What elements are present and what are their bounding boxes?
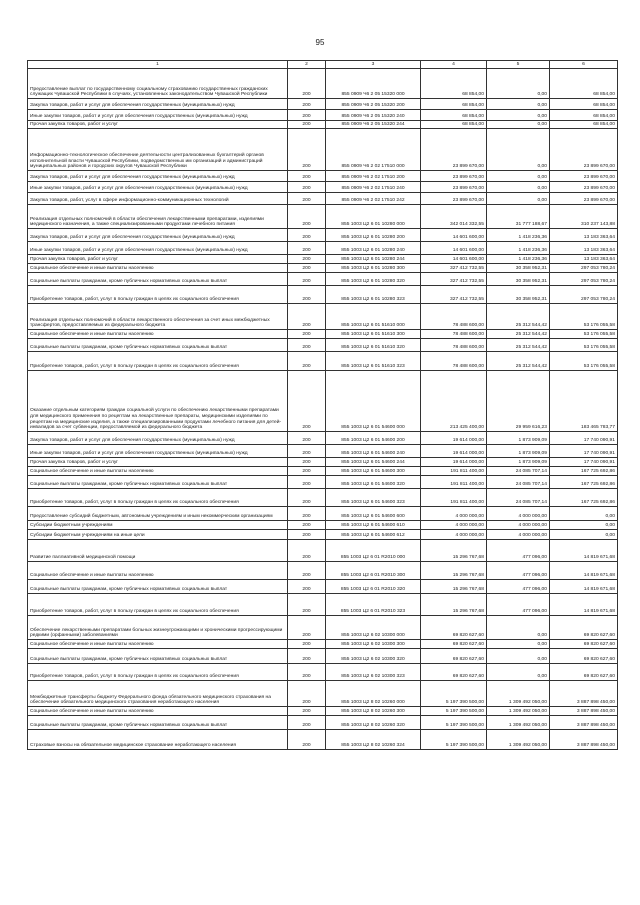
item-name-cell: Предоставление субсидий бюджетным, автономным учреждениям и иным некоммерческим организациям xyxy=(28,507,288,521)
line-code-cell: 200 xyxy=(288,129,326,171)
unexecuted-amount-cell: 69 820 627,60 xyxy=(550,640,618,649)
table-row xyxy=(28,121,618,129)
line-code-cell: 200 xyxy=(288,707,326,716)
table-row xyxy=(28,69,618,99)
approved-amount-cell: 23 899 670,00 xyxy=(421,171,487,182)
executed-amount-cell: 1 873 909,09 xyxy=(487,432,550,445)
unexecuted-amount-cell: 23 899 670,00 xyxy=(550,193,618,205)
executed-amount-cell: 1 309 492 050,00 xyxy=(487,681,550,707)
table-row xyxy=(28,205,618,229)
unexecuted-amount-cell: 13 183 363,64 xyxy=(550,242,618,255)
line-code-cell: 200 xyxy=(288,562,326,580)
line-code-cell: 200 xyxy=(288,273,326,286)
line-code-cell: 200 xyxy=(288,171,326,182)
unexecuted-amount-cell: 69 820 627,60 xyxy=(550,649,618,664)
budget-code-cell: 855 1003 Ц2 6 02 10300 320 xyxy=(326,649,421,664)
item-name-cell: Прочая закупка товаров, работ и услуг xyxy=(28,121,288,129)
executed-amount-cell: 0,00 xyxy=(487,171,550,182)
item-name-cell: Закупка товаров, работ и услуг для обеспечения государственных (муниципальных) нужд xyxy=(28,99,288,110)
item-name-cell: Социальное обеспечение и иные выплаты населению xyxy=(28,707,288,716)
table-row xyxy=(28,304,618,330)
item-name-cell: Иные закупки товаров, работ и услуг для обеспечения государственных (муниципальных) нужд xyxy=(28,110,288,121)
budget-code-cell: 855 1003 Ц2 8 02 10260 320 xyxy=(326,716,421,730)
table-row xyxy=(28,99,618,110)
budget-code-cell: 855 0909 Ч6 2 02 17510 240 xyxy=(326,182,421,193)
executed-amount-cell: 1 873 909,09 xyxy=(487,445,550,458)
approved-amount-cell: 14 601 600,00 xyxy=(421,255,487,264)
table-row xyxy=(28,286,618,304)
item-name-cell: Субсидии бюджетным учреждениям xyxy=(28,521,288,530)
executed-amount-cell: 24 085 707,14 xyxy=(487,489,550,507)
line-code-cell: 200 xyxy=(288,521,326,530)
line-code-cell: 200 xyxy=(288,99,326,110)
item-name-cell: Социальное обеспечение и иные выплаты населению xyxy=(28,640,288,649)
unexecuted-amount-cell: 167 725 692,86 xyxy=(550,489,618,507)
budget-code-cell: 855 1003 Ц2 6 01 54600 612 xyxy=(326,530,421,540)
approved-amount-cell: 342 014 332,55 xyxy=(421,205,487,229)
table-row xyxy=(28,458,618,467)
budget-code-cell: 855 1003 Ц2 6 01 51610 320 xyxy=(326,339,421,352)
item-name-cell: Иные закупки товаров, работ и услуг для обеспечения государственных (муниципальных) нужд xyxy=(28,242,288,255)
unexecuted-amount-cell: 53 176 055,58 xyxy=(550,304,618,330)
table-row xyxy=(28,521,618,530)
item-name-cell: Социальное обеспечение и иные выплаты населению xyxy=(28,467,288,476)
item-name-cell: Иные закупки товаров, работ и услуг для обеспечения государственных (муниципальных) нужд xyxy=(28,182,288,193)
table-row xyxy=(28,649,618,664)
line-code-cell: 200 xyxy=(288,110,326,121)
approved-amount-cell: 23 899 670,00 xyxy=(421,129,487,171)
executed-amount-cell: 477 096,00 xyxy=(487,540,550,562)
budget-code-cell: 855 1003 Ц2 6 01 10280 200 xyxy=(326,229,421,242)
budget-execution-table xyxy=(27,60,618,750)
budget-code-cell: 855 0909 Ч6 2 05 15320 240 xyxy=(326,110,421,121)
line-code-cell: 200 xyxy=(288,467,326,476)
line-code-cell: 200 xyxy=(288,264,326,273)
unexecuted-amount-cell: 23 899 670,00 xyxy=(550,182,618,193)
approved-amount-cell: 4 000 000,00 xyxy=(421,507,487,521)
budget-code-cell: 855 1003 Ц2 6 01 R2010 000 xyxy=(326,540,421,562)
item-name-cell: Межбюджетные трансферты бюджету Федерального фонда обязательного медицинского страхования на обеспечение обязательного медицинского страхования неработающего населения xyxy=(28,681,288,707)
item-name-cell: Иные закупки товаров, работ и услуг для обеспечения государственных (муниципальных) нужд xyxy=(28,445,288,458)
unexecuted-amount-cell: 167 725 692,86 xyxy=(550,476,618,489)
line-code-cell: 200 xyxy=(288,507,326,521)
executed-amount-cell: 0,00 xyxy=(487,99,550,110)
table-row xyxy=(28,594,618,616)
executed-amount-cell: 477 096,00 xyxy=(487,580,550,594)
item-name-cell: Социальное обеспечение и иные выплаты населению xyxy=(28,330,288,339)
executed-amount-cell: 477 096,00 xyxy=(487,562,550,580)
approved-amount-cell: 78 488 600,00 xyxy=(421,330,487,339)
header-cell-6: 6 xyxy=(550,61,618,69)
unexecuted-amount-cell: 13 183 363,64 xyxy=(550,229,618,242)
line-code-cell: 200 xyxy=(288,286,326,304)
item-name-cell: Приобретение товаров, работ, услуг в пользу граждан в целях их социального обеспечения xyxy=(28,594,288,616)
approved-amount-cell: 327 412 732,55 xyxy=(421,273,487,286)
header-cell-3: 3 xyxy=(326,61,421,69)
item-name-cell: Социальные выплаты гражданам, кроме публичных нормативных социальных выплат xyxy=(28,580,288,594)
approved-amount-cell: 191 811 400,00 xyxy=(421,489,487,507)
table-row xyxy=(28,640,618,649)
budget-code-cell: 855 1003 Ц2 6 01 54600 610 xyxy=(326,521,421,530)
line-code-cell: 200 xyxy=(288,121,326,129)
item-name-cell: Приобретение товаров, работ, услуг в пользу граждан в целях их социального обеспечения xyxy=(28,664,288,681)
unexecuted-amount-cell: 69 820 627,60 xyxy=(550,616,618,640)
item-name-cell: Социальное обеспечение и иные выплаты населению xyxy=(28,264,288,273)
executed-amount-cell: 1 309 492 050,00 xyxy=(487,716,550,730)
budget-code-cell: 855 1003 Ц2 6 01 10280 000 xyxy=(326,205,421,229)
unexecuted-amount-cell: 68 854,00 xyxy=(550,110,618,121)
line-code-cell: 200 xyxy=(288,664,326,681)
item-name-cell: Реализация отдельных полномочий в области обеспечения лекарственными препаратами, изделиями медицинского назначения, а также специализированными продуктами лечебного питания xyxy=(28,205,288,229)
unexecuted-amount-cell: 14 819 671,68 xyxy=(550,580,618,594)
line-code-cell: 200 xyxy=(288,616,326,640)
line-code-cell: 200 xyxy=(288,540,326,562)
item-name-cell: Развитие паллиативной медицинской помощи xyxy=(28,540,288,562)
line-code-cell: 200 xyxy=(288,458,326,467)
executed-amount-cell: 25 312 544,42 xyxy=(487,352,550,371)
line-code-cell: 200 xyxy=(288,580,326,594)
item-name-cell: Субсидии бюджетным учреждениям на иные цели xyxy=(28,530,288,540)
executed-amount-cell: 0,00 xyxy=(487,110,550,121)
approved-amount-cell: 69 820 627,60 xyxy=(421,616,487,640)
item-name-cell: Приобретение товаров, работ, услуг в пользу граждан в целях их социального обеспечения xyxy=(28,489,288,507)
approved-amount-cell: 191 811 400,00 xyxy=(421,467,487,476)
table-row xyxy=(28,171,618,182)
budget-code-cell: 855 1003 Ц2 6 01 R2010 323 xyxy=(326,594,421,616)
approved-amount-cell: 69 820 627,60 xyxy=(421,649,487,664)
line-code-cell: 200 xyxy=(288,339,326,352)
executed-amount-cell: 0,00 xyxy=(487,121,550,129)
unexecuted-amount-cell: 167 725 692,86 xyxy=(550,467,618,476)
executed-amount-cell: 25 312 544,42 xyxy=(487,330,550,339)
budget-code-cell: 855 1003 Ц2 6 01 10280 320 xyxy=(326,273,421,286)
table-row xyxy=(28,432,618,445)
executed-amount-cell: 1 309 492 050,00 xyxy=(487,730,550,750)
line-code-cell: 200 xyxy=(288,352,326,371)
table-row xyxy=(28,445,618,458)
approved-amount-cell: 15 296 767,68 xyxy=(421,562,487,580)
executed-amount-cell: 0,00 xyxy=(487,664,550,681)
budget-code-cell: 855 1003 Ц2 6 01 10280 323 xyxy=(326,286,421,304)
line-code-cell: 200 xyxy=(288,193,326,205)
approved-amount-cell: 15 296 767,68 xyxy=(421,580,487,594)
unexecuted-amount-cell: 0,00 xyxy=(550,507,618,521)
budget-code-cell: 855 1003 Ц2 6 01 54600 000 xyxy=(326,371,421,432)
unexecuted-amount-cell: 68 854,00 xyxy=(550,121,618,129)
executed-amount-cell: 29 959 616,23 xyxy=(487,371,550,432)
item-name-cell: Социальные выплаты гражданам, кроме публичных нормативных социальных выплат xyxy=(28,716,288,730)
approved-amount-cell: 78 488 600,00 xyxy=(421,352,487,371)
line-code-cell: 200 xyxy=(288,304,326,330)
item-name-cell: Закупка товаров, работ, услуг в сфере информационно-коммуникационных технологий xyxy=(28,193,288,205)
approved-amount-cell: 15 296 767,68 xyxy=(421,594,487,616)
page-number: 95 xyxy=(315,38,325,47)
executed-amount-cell: 0,00 xyxy=(487,616,550,640)
budget-code-cell: 855 1003 Ц2 6 01 54600 200 xyxy=(326,432,421,445)
executed-amount-cell: 31 777 188,67 xyxy=(487,205,550,229)
item-name-cell: Закупка товаров, работ и услуг для обеспечения государственных (муниципальных) нужд xyxy=(28,432,288,445)
executed-amount-cell: 24 085 707,14 xyxy=(487,476,550,489)
line-code-cell: 200 xyxy=(288,530,326,540)
approved-amount-cell: 191 811 400,00 xyxy=(421,476,487,489)
unexecuted-amount-cell: 3 887 898 450,00 xyxy=(550,730,618,750)
unexecuted-amount-cell: 0,00 xyxy=(550,521,618,530)
table-row xyxy=(28,273,618,286)
budget-code-cell: 855 1003 Ц2 8 02 10260 000 xyxy=(326,681,421,707)
executed-amount-cell: 4 000 000,00 xyxy=(487,507,550,521)
line-code-cell: 200 xyxy=(288,69,326,99)
approved-amount-cell: 78 488 600,00 xyxy=(421,339,487,352)
line-code-cell: 200 xyxy=(288,716,326,730)
approved-amount-cell: 78 488 600,00 xyxy=(421,304,487,330)
approved-amount-cell: 5 197 390 500,00 xyxy=(421,681,487,707)
budget-code-cell: 855 1003 Ц2 6 01 54600 240 xyxy=(326,445,421,458)
executed-amount-cell: 25 312 544,42 xyxy=(487,339,550,352)
approved-amount-cell: 69 820 627,60 xyxy=(421,640,487,649)
table-row xyxy=(28,371,618,432)
approved-amount-cell: 213 425 400,00 xyxy=(421,371,487,432)
approved-amount-cell: 5 197 390 500,00 xyxy=(421,730,487,750)
unexecuted-amount-cell: 23 899 670,00 xyxy=(550,171,618,182)
unexecuted-amount-cell: 13 183 363,64 xyxy=(550,255,618,264)
header-row xyxy=(28,61,618,69)
approved-amount-cell: 5 197 390 500,00 xyxy=(421,707,487,716)
unexecuted-amount-cell: 69 820 627,60 xyxy=(550,664,618,681)
approved-amount-cell: 4 000 000,00 xyxy=(421,530,487,540)
item-name-cell: Социальные выплаты гражданам, кроме публичных нормативных социальных выплат xyxy=(28,476,288,489)
approved-amount-cell: 68 854,00 xyxy=(421,121,487,129)
budget-code-cell: 855 1003 Ц2 6 01 54600 244 xyxy=(326,458,421,467)
budget-code-cell: 855 1003 Ц2 8 02 10260 324 xyxy=(326,730,421,750)
approved-amount-cell: 23 899 670,00 xyxy=(421,193,487,205)
unexecuted-amount-cell: 297 053 780,24 xyxy=(550,286,618,304)
budget-code-cell: 855 1003 Ц2 6 02 10300 000 xyxy=(326,616,421,640)
table-row xyxy=(28,182,618,193)
unexecuted-amount-cell: 53 176 055,58 xyxy=(550,352,618,371)
budget-code-cell: 855 0909 Ч6 2 02 17510 200 xyxy=(326,171,421,182)
unexecuted-amount-cell: 3 887 898 450,00 xyxy=(550,681,618,707)
line-code-cell: 200 xyxy=(288,330,326,339)
line-code-cell: 200 xyxy=(288,476,326,489)
line-code-cell: 200 xyxy=(288,229,326,242)
executed-amount-cell: 0,00 xyxy=(487,69,550,99)
approved-amount-cell: 19 614 000,00 xyxy=(421,458,487,467)
table-row xyxy=(28,110,618,121)
header-cell-1: 1 xyxy=(28,61,288,69)
budget-code-cell: 855 0909 Ч6 2 05 15320 244 xyxy=(326,121,421,129)
budget-code-cell: 855 0909 Ч6 2 02 17510 000 xyxy=(326,129,421,171)
executed-amount-cell: 4 000 000,00 xyxy=(487,521,550,530)
item-name-cell: Социальные выплаты гражданам, кроме публичных нормативных социальных выплат xyxy=(28,649,288,664)
item-name-cell: Социальные выплаты гражданам, кроме публичных нормативных социальных выплат xyxy=(28,339,288,352)
line-code-cell: 200 xyxy=(288,255,326,264)
executed-amount-cell: 30 358 952,31 xyxy=(487,286,550,304)
item-name-cell: Закупка товаров, работ и услуг для обеспечения государственных (муниципальных) нужд xyxy=(28,171,288,182)
budget-code-cell: 855 1003 Ц2 8 02 10260 300 xyxy=(326,707,421,716)
line-code-cell: 200 xyxy=(288,649,326,664)
line-code-cell: 200 xyxy=(288,445,326,458)
unexecuted-amount-cell: 3 887 898 450,00 xyxy=(550,716,618,730)
budget-code-cell: 855 0909 Ч6 2 02 17510 242 xyxy=(326,193,421,205)
table-row xyxy=(28,467,618,476)
approved-amount-cell: 68 854,00 xyxy=(421,110,487,121)
line-code-cell: 200 xyxy=(288,242,326,255)
item-name-cell: Социальное обеспечение и иные выплаты населению xyxy=(28,562,288,580)
unexecuted-amount-cell: 68 854,00 xyxy=(550,69,618,99)
executed-amount-cell: 4 000 000,00 xyxy=(487,530,550,540)
table-row xyxy=(28,580,618,594)
table-row xyxy=(28,193,618,205)
table-row xyxy=(28,330,618,339)
executed-amount-cell: 1 418 236,36 xyxy=(487,242,550,255)
item-name-cell: Обеспечение лекарственными препаратами больных жизнеугрожающими и хроническими прогрессирующими редкими (орфанными) заболеваниями xyxy=(28,616,288,640)
budget-code-cell: 855 1003 Ц2 6 01 51610 000 xyxy=(326,304,421,330)
executed-amount-cell: 30 358 952,31 xyxy=(487,273,550,286)
unexecuted-amount-cell: 183 465 783,77 xyxy=(550,371,618,432)
unexecuted-amount-cell: 0,00 xyxy=(550,530,618,540)
table-row xyxy=(28,530,618,540)
table-row xyxy=(28,242,618,255)
unexecuted-amount-cell: 310 237 143,88 xyxy=(550,205,618,229)
line-code-cell: 200 xyxy=(288,640,326,649)
approved-amount-cell: 69 820 627,60 xyxy=(421,664,487,681)
table-row xyxy=(28,716,618,730)
table-row xyxy=(28,489,618,507)
approved-amount-cell: 5 197 390 500,00 xyxy=(421,716,487,730)
unexecuted-amount-cell: 17 740 090,91 xyxy=(550,432,618,445)
budget-code-cell: 855 1003 Ц2 6 01 R2010 300 xyxy=(326,562,421,580)
item-name-cell: Оказание отдельным категориям граждан социальной услуги по обеспечению лекарственными препаратами для медицинского применения по рецептам на лекарственные препараты, медицинскими изделиями по рецептам на медицинские изделия, а также специализированными продуктами лечебного питания для детей-инвалидов за счет субвенции, предоставляемой из федерального бюджета xyxy=(28,371,288,432)
table-row xyxy=(28,616,618,640)
budget-code-cell: 855 1003 Ц2 6 01 54600 320 xyxy=(326,476,421,489)
item-name-cell: Реализация отдельных полномочий в области лекарственного обеспечения за счет иных межбюджетных трансфертов, предоставляемых из федерального бюджета xyxy=(28,304,288,330)
line-code-cell: 200 xyxy=(288,371,326,432)
budget-code-cell: 855 1003 Ц2 6 01 54600 600 xyxy=(326,507,421,521)
table-row xyxy=(28,707,618,716)
budget-code-cell: 855 1003 Ц2 6 01 10280 244 xyxy=(326,255,421,264)
executed-amount-cell: 0,00 xyxy=(487,640,550,649)
approved-amount-cell: 19 614 000,00 xyxy=(421,432,487,445)
line-code-cell: 200 xyxy=(288,730,326,750)
header-cell-4: 4 xyxy=(421,61,487,69)
line-code-cell: 200 xyxy=(288,594,326,616)
table-row xyxy=(28,352,618,371)
executed-amount-cell: 1 873 909,09 xyxy=(487,458,550,467)
approved-amount-cell: 14 601 600,00 xyxy=(421,229,487,242)
line-code-cell: 200 xyxy=(288,681,326,707)
unexecuted-amount-cell: 3 887 898 450,00 xyxy=(550,707,618,716)
executed-amount-cell: 30 358 952,31 xyxy=(487,264,550,273)
executed-amount-cell: 0,00 xyxy=(487,129,550,171)
approved-amount-cell: 327 412 732,55 xyxy=(421,286,487,304)
executed-amount-cell: 0,00 xyxy=(487,649,550,664)
budget-code-cell: 855 1003 Ц2 6 02 10300 300 xyxy=(326,640,421,649)
header-cell-2: 2 xyxy=(288,61,326,69)
executed-amount-cell: 25 312 544,42 xyxy=(487,304,550,330)
item-name-cell: Приобретение товаров, работ, услуг в пользу граждан в целях их социального обеспечения xyxy=(28,286,288,304)
line-code-cell: 200 xyxy=(288,205,326,229)
header-cell-5: 5 xyxy=(487,61,550,69)
unexecuted-amount-cell: 53 176 055,58 xyxy=(550,330,618,339)
executed-amount-cell: 0,00 xyxy=(487,182,550,193)
budget-code-cell: 855 1003 Ц2 6 01 R2010 320 xyxy=(326,580,421,594)
executed-amount-cell: 0,00 xyxy=(487,193,550,205)
budget-code-cell: 855 1003 Ц2 6 01 54600 323 xyxy=(326,489,421,507)
table-header xyxy=(28,61,618,69)
approved-amount-cell: 4 000 000,00 xyxy=(421,521,487,530)
budget-code-cell: 855 1003 Ц2 6 01 54600 300 xyxy=(326,467,421,476)
unexecuted-amount-cell: 14 819 671,68 xyxy=(550,540,618,562)
table-row xyxy=(28,540,618,562)
table-row xyxy=(28,339,618,352)
table-row xyxy=(28,255,618,264)
unexecuted-amount-cell: 17 740 090,91 xyxy=(550,445,618,458)
approved-amount-cell: 23 899 670,00 xyxy=(421,182,487,193)
table-row xyxy=(28,507,618,521)
budget-code-cell: 855 0909 Ч6 2 05 15320 200 xyxy=(326,99,421,110)
executed-amount-cell: 477 096,00 xyxy=(487,594,550,616)
executed-amount-cell: 1 418 236,36 xyxy=(487,229,550,242)
unexecuted-amount-cell: 14 819 671,68 xyxy=(550,594,618,616)
approved-amount-cell: 327 412 732,55 xyxy=(421,264,487,273)
executed-amount-cell: 1 309 492 050,00 xyxy=(487,707,550,716)
approved-amount-cell: 14 601 600,00 xyxy=(421,242,487,255)
budget-code-cell: 855 1003 Ц2 6 01 10280 240 xyxy=(326,242,421,255)
approved-amount-cell: 68 854,00 xyxy=(421,99,487,110)
line-code-cell: 200 xyxy=(288,489,326,507)
executed-amount-cell: 24 085 707,14 xyxy=(487,467,550,476)
unexecuted-amount-cell: 53 176 055,58 xyxy=(550,339,618,352)
item-name-cell: Информационно-технологическое обеспечение деятельности централизованных бухгалтерий органов исполнительной власти Чувашской Республики, подведомственных им организаций и администраций муниципальных районов и городских округов Чувашской Республики xyxy=(28,129,288,171)
line-code-cell: 200 xyxy=(288,182,326,193)
approved-amount-cell: 15 296 767,68 xyxy=(421,540,487,562)
table-row xyxy=(28,476,618,489)
unexecuted-amount-cell: 68 854,00 xyxy=(550,99,618,110)
item-name-cell: Приобретение товаров, работ, услуг в пользу граждан в целях их социального обеспечения xyxy=(28,352,288,371)
item-name-cell: Социальные выплаты гражданам, кроме публичных нормативных социальных выплат xyxy=(28,273,288,286)
executed-amount-cell: 1 418 236,36 xyxy=(487,255,550,264)
budget-code-cell: 855 1003 Ц2 6 01 51610 323 xyxy=(326,352,421,371)
item-name-cell: Закупка товаров, работ и услуг для обеспечения государственных (муниципальных) нужд xyxy=(28,229,288,242)
approved-amount-cell: 19 614 000,00 xyxy=(421,445,487,458)
table-row xyxy=(28,681,618,707)
unexecuted-amount-cell: 23 899 670,00 xyxy=(550,129,618,171)
item-name-cell: Страховые взносы на обязательное медицинское страхование неработающего населения xyxy=(28,730,288,750)
table-row xyxy=(28,264,618,273)
unexecuted-amount-cell: 297 053 780,24 xyxy=(550,264,618,273)
table-row xyxy=(28,129,618,171)
table-body xyxy=(28,69,618,750)
unexecuted-amount-cell: 297 053 780,24 xyxy=(550,273,618,286)
unexecuted-amount-cell: 17 740 090,91 xyxy=(550,458,618,467)
item-name-cell: Предоставление выплат по государственному социальному страхованию государственных гражданских служащих Чувашской Республики в случаях, установленных законодательством Чувашской Республики xyxy=(28,69,288,99)
table-row xyxy=(28,562,618,580)
budget-code-cell: 855 1003 Ц2 6 01 10280 300 xyxy=(326,264,421,273)
unexecuted-amount-cell: 14 819 671,68 xyxy=(550,562,618,580)
table-row xyxy=(28,730,618,750)
item-name-cell: Прочая закупка товаров, работ и услуг xyxy=(28,458,288,467)
budget-code-cell: 855 1003 Ц2 6 01 51610 300 xyxy=(326,330,421,339)
budget-code-cell: 855 1003 Ц2 6 02 10300 323 xyxy=(326,664,421,681)
budget-code-cell: 855 0909 Ч6 2 05 15320 000 xyxy=(326,69,421,99)
approved-amount-cell: 68 854,00 xyxy=(421,69,487,99)
item-name-cell: Прочая закупка товаров, работ и услуг xyxy=(28,255,288,264)
table-row xyxy=(28,229,618,242)
table-row xyxy=(28,664,618,681)
line-code-cell: 200 xyxy=(288,432,326,445)
